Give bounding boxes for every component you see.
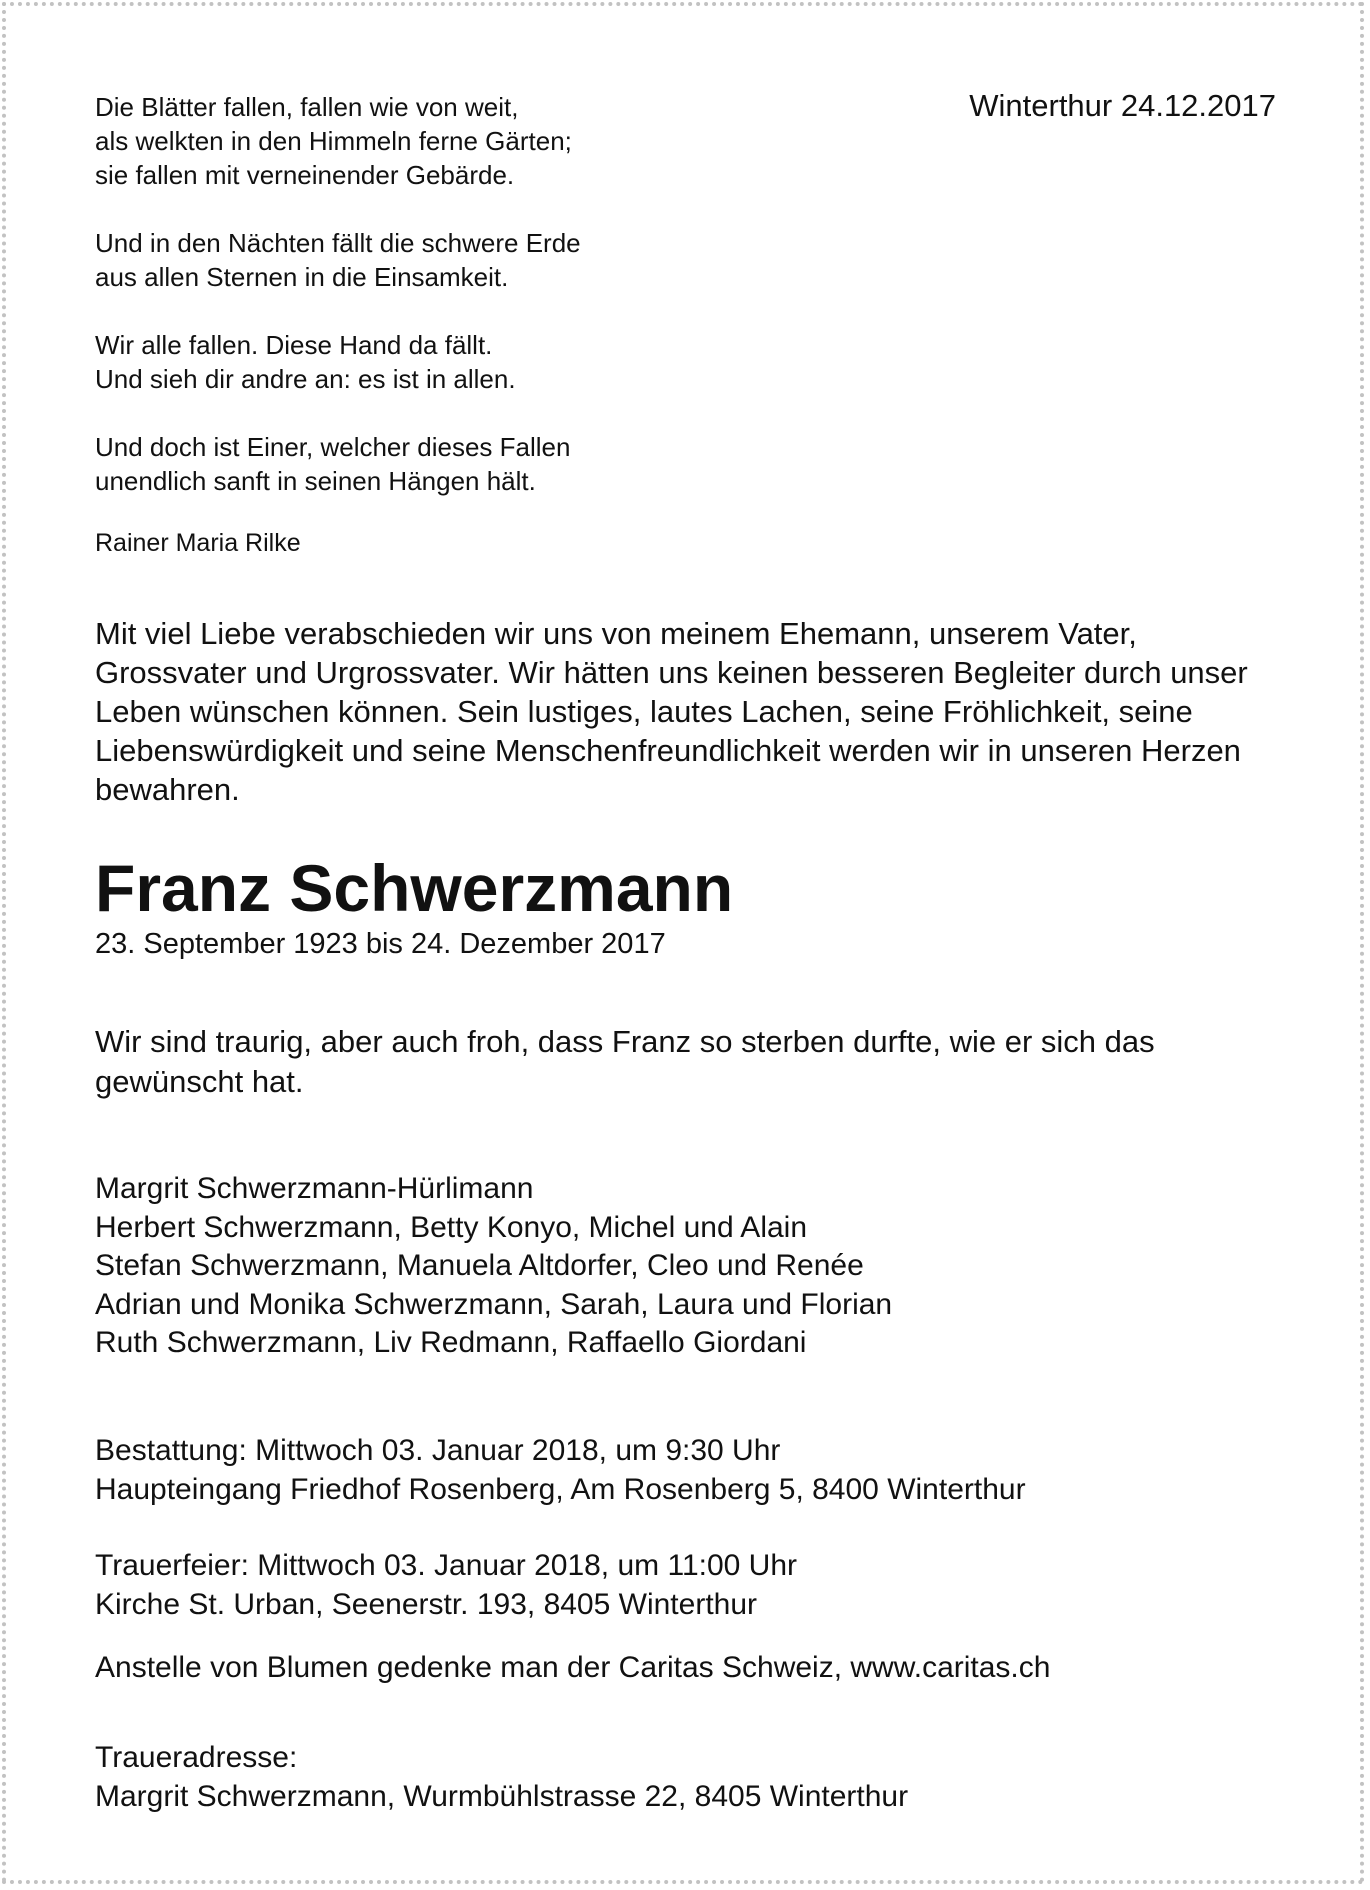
burial-info bbox=[95, 1432, 1026, 1509]
poem-line: Und in den Nächten fällt die schwere Erde bbox=[95, 228, 581, 258]
poem-line: Die Blätter fallen, fallen wie von weit, bbox=[95, 92, 519, 122]
poem-stanza-2 bbox=[95, 226, 795, 294]
life-dates: 23. September 1923 bis 24. Dezember 2017 bbox=[95, 928, 666, 960]
deceased-name: Franz Schwerzmann bbox=[95, 851, 734, 925]
poem-line: sie fallen mit verneinender Gebärde. bbox=[95, 160, 515, 190]
service-location: Kirche St. Urban, Seenerstr. 193, 8405 Winterthur bbox=[95, 1587, 758, 1621]
poem-line: Und sieh dir andre an: es ist in allen. bbox=[95, 364, 516, 394]
poem-stanza-1 bbox=[95, 90, 795, 192]
donation-text: Anstelle von Blumen gedenke man der Caritas Schweiz, www.caritas.ch bbox=[95, 1651, 1051, 1684]
donation-note bbox=[95, 1649, 1050, 1688]
burial-time: Bestattung: Mittwoch 03. Januar 2018, um 9:30 Uhr bbox=[95, 1434, 781, 1467]
poem-stanza-3 bbox=[95, 328, 795, 396]
mourning-address-line: Margrit Schwerzmann, Wurmbühlstrasse 22, 8405 Winterthur bbox=[95, 1779, 909, 1813]
mourning-address-label: Traueradresse: bbox=[95, 1741, 298, 1774]
mourning-address bbox=[95, 1739, 908, 1816]
burial-location: Haupteingang Friedhof Rosenberg, Am Rosenberg 5, 8400 Winterthur bbox=[95, 1472, 1026, 1506]
service-time: Trauerfeier: Mittwoch 03. Januar 2018, um 11:00 Uhr bbox=[95, 1549, 798, 1582]
family-member: Margrit Schwerzmann-Hürlimann bbox=[95, 1172, 534, 1205]
poem-line: Und doch ist Einer, welcher dieses Fallen bbox=[95, 432, 571, 462]
family-member: Ruth Schwerzmann, Liv Redmann, Raffaello Giordani bbox=[95, 1326, 807, 1359]
family-list bbox=[95, 1170, 892, 1363]
poem-stanza-4 bbox=[95, 430, 795, 498]
place-and-date: Winterthur 24.12.2017 bbox=[969, 88, 1276, 123]
poem-author: Rainer Maria Rilke bbox=[95, 529, 301, 557]
poem bbox=[95, 90, 795, 560]
family-member: Stefan Schwerzmann, Manuela Altdorfer, Cleo und Renée bbox=[95, 1249, 864, 1282]
memorial-service-info bbox=[95, 1547, 797, 1624]
family-member: Herbert Schwerzmann, Betty Konyo, Michel und Alain bbox=[95, 1210, 808, 1244]
poem-line: als welkten in den Himmeln ferne Gärten; bbox=[95, 126, 572, 156]
poem-line: aus allen Sternen in die Einsamkeit. bbox=[95, 262, 509, 292]
family-member: Adrian und Monika Schwerzmann, Sarah, Laura und Florian bbox=[95, 1287, 893, 1321]
poem-line: Wir alle fallen. Diese Hand da fällt. bbox=[95, 330, 493, 360]
poem-line: unendlich sanft in seinen Hängen hält. bbox=[95, 466, 536, 496]
sentiment-paragraph: Wir sind traurig, aber auch froh, dass Franz so sterben durfte, wie er sich das gewünscht hat. bbox=[95, 1024, 1155, 1099]
intro-paragraph: Mit viel Liebe verabschieden wir uns von meinem Ehemann, unserem Vater, Grossvater und Urgrossvater. Wir hätten uns keinen besseren Begleiter durch unser Leben wünschen können. Sein lustiges, lautes Lachen, seine Fröhlichkeit, seine Liebenswürdigkeit und seine Menschenfreundlichkeit werden wir in unseren Herzen bewahren. bbox=[95, 616, 1248, 807]
